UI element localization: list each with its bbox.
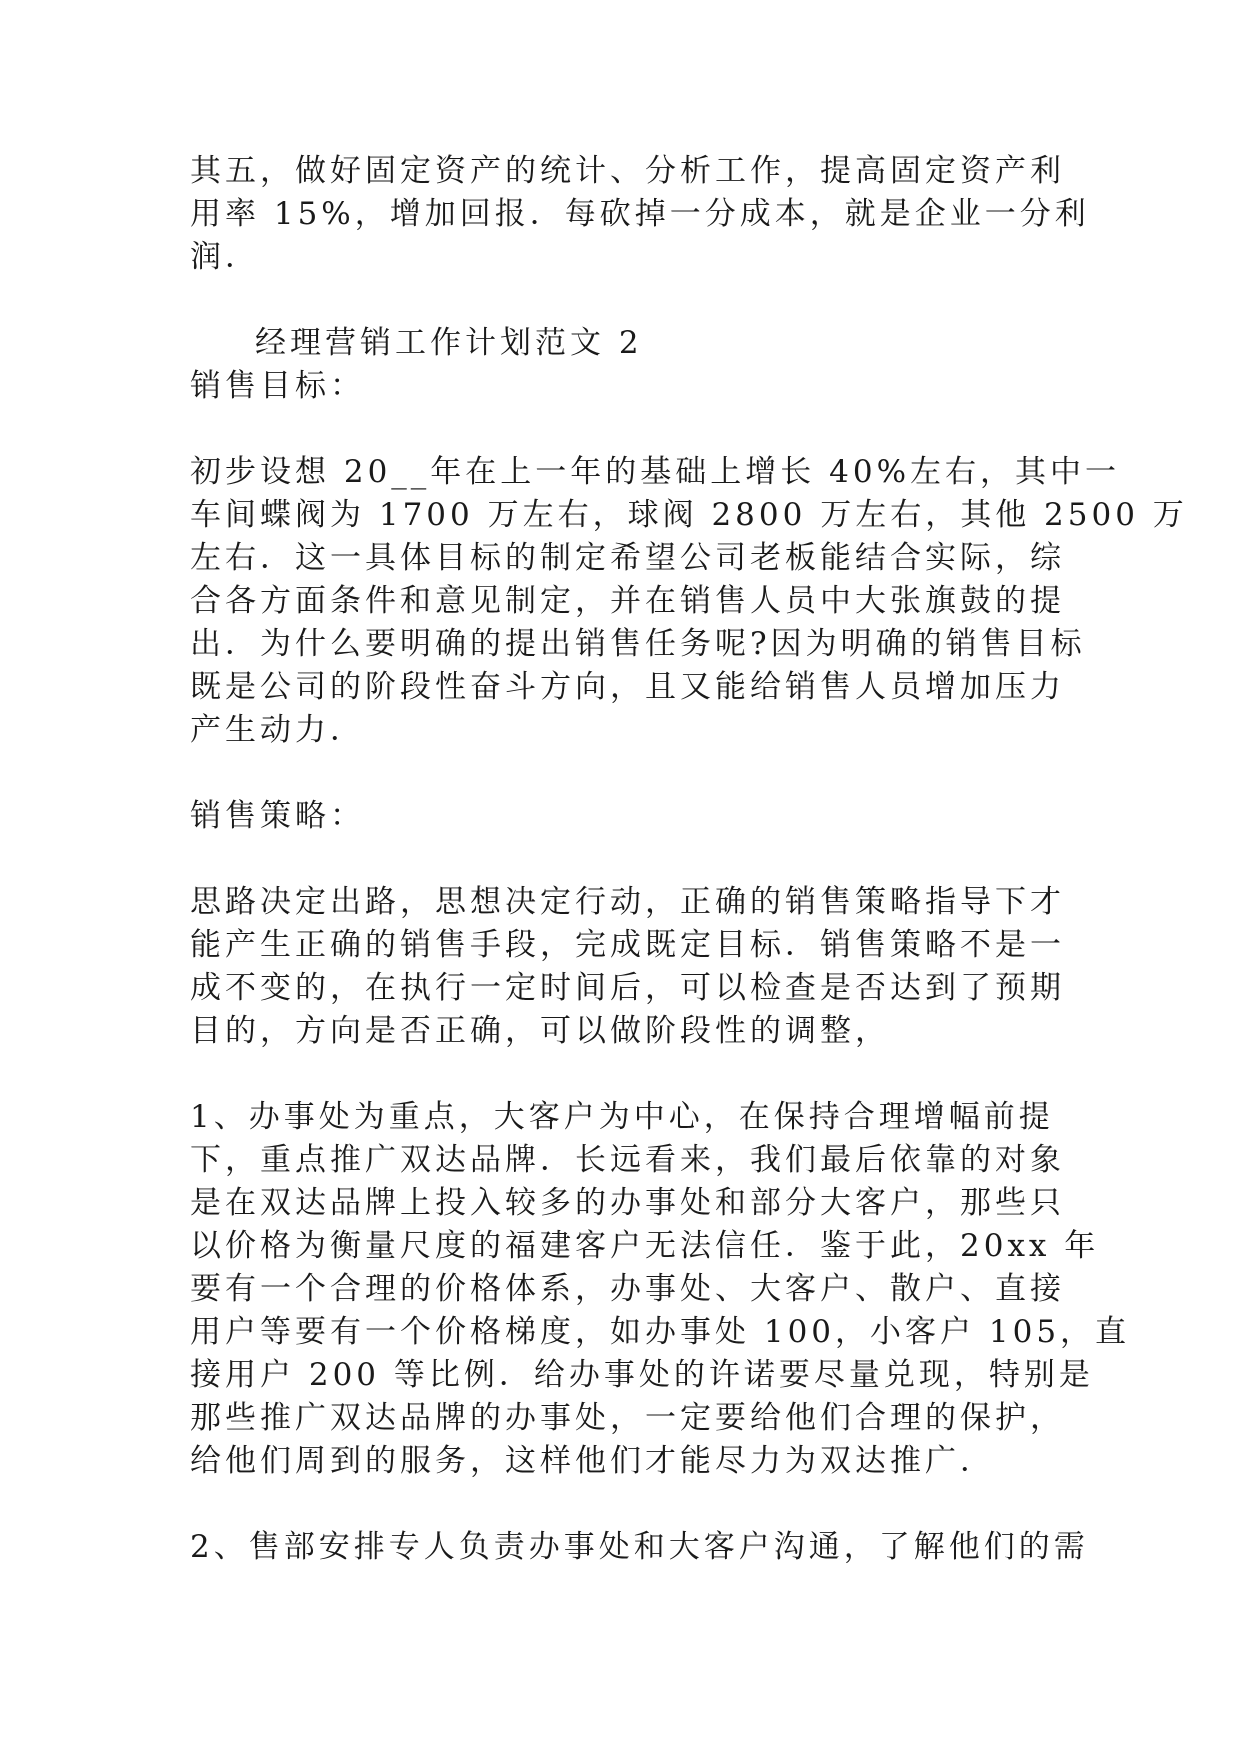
text-line: 其五，做好固定资产的统计、分析工作，提高固定资产利 — [190, 153, 1065, 189]
text-line: 下，重点推广双达品牌．长远看来，我们最后依靠的对象 — [190, 1142, 1065, 1178]
text-line: 1、办事处为重点，大客户为中心，在保持合理增幅前提 — [190, 1099, 1054, 1135]
heading-sales-strategy — [190, 795, 1070, 838]
paragraph-item-2 — [190, 1526, 1089, 1569]
text-line: 是在双达品牌上投入较多的办事处和部分大客户，那些只 — [190, 1185, 1065, 1221]
section-title-text: 经理营销工作计划范文 2 — [255, 325, 643, 361]
text-line: 左右．这一具体目标的制定希望公司老板能结合实际，综 — [190, 540, 1065, 576]
text-line: 初步设想 20__年在上一年的基础上增长 40%左右，其中一 — [190, 454, 1121, 490]
text-line: 以价格为衡量尺度的福建客户无法信任．鉴于此，20xx 年 — [190, 1228, 1100, 1264]
text-line: 目的，方向是否正确，可以做阶段性的调整， — [190, 1013, 890, 1049]
text-line: 车间蝶阀为 1700 万左右，球阀 2800 万左右，其他 2500 万 — [190, 497, 1188, 533]
text-line: 产生动力． — [190, 712, 365, 748]
text-line: 用率 15%，增加回报．每砍掉一分成本，就是企业一分利 — [190, 196, 1090, 232]
text-line: 给他们周到的服务，这样他们才能尽力为双达推广． — [190, 1443, 995, 1479]
paragraph-sales-goal — [190, 451, 1188, 752]
heading-sales-goal — [190, 365, 1070, 408]
heading-sales-strategy-text: 销售策略： — [190, 798, 365, 834]
text-line: 用户等要有一个价格梯度，如办事处 100，小客户 105，直 — [190, 1314, 1131, 1350]
text-line: 既是公司的阶段性奋斗方向，且又能给销售人员增加压力 — [190, 669, 1065, 705]
text-line: 合各方面条件和意见制定，并在销售人员中大张旗鼓的提 — [190, 583, 1065, 619]
text-line: 润． — [190, 239, 260, 275]
text-line: 那些推广双达品牌的办事处，一定要给他们合理的保护， — [190, 1400, 1065, 1436]
text-line: 思路决定出路，思想决定行动，正确的销售策略指导下才 — [190, 884, 1065, 920]
text-line: 能产生正确的销售手段，完成既定目标．销售策略不是一 — [190, 927, 1065, 963]
paragraph-fixed-assets — [190, 150, 1090, 279]
text-line: 成不变的，在执行一定时间后，可以检查是否达到了预期 — [190, 970, 1065, 1006]
text-line: 2、售部安排专人负责办事处和大客户沟通，了解他们的需 — [190, 1529, 1089, 1565]
section-title — [190, 322, 1070, 365]
text-line: 接用户 200 等比例．给办事处的许诺要尽量兑现，特别是 — [190, 1357, 1094, 1393]
text-line: 出．为什么要明确的提出销售任务呢?因为明确的销售目标 — [190, 626, 1086, 662]
paragraph-item-1 — [190, 1096, 1131, 1483]
heading-sales-goal-text: 销售目标： — [190, 368, 365, 404]
paragraph-strategy-intro — [190, 881, 1070, 1053]
text-line: 要有一个合理的价格体系，办事处、大客户、散户、直接 — [190, 1271, 1065, 1307]
